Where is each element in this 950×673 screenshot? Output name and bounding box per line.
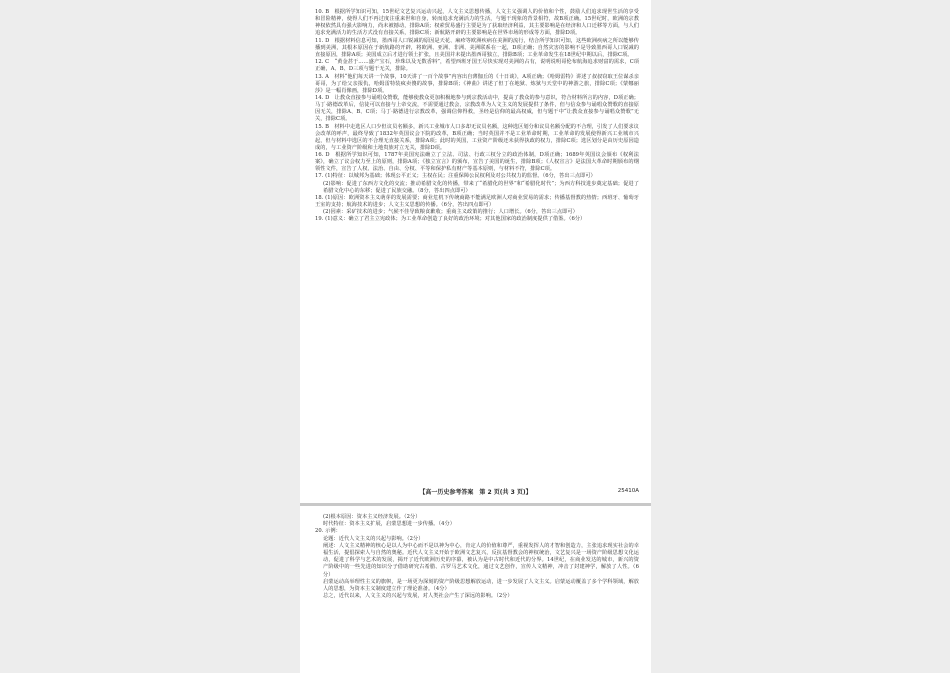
footer-title: 【高一历史参考答案 第 2 页(共 3 页)】: [419, 489, 532, 496]
answer-q18-part1: 18. (1)原因：欧洲资本主义萌芽的发展需要；商业危机下传统商路不能满足欧洲人对商业贸易的需求；传播基督教的热情；西班牙、葡萄牙王室的支持；航海技术的进步；人文主义思想的传播。（6分，答出四点即可）: [315, 194, 639, 208]
answer-q10: 10. B 根据所学知识可知，15世纪文艺复兴运动兴起，人文主义思想传播，人文主义强调人的价值和个性，鼓励人们追求现世生活的享受和冒险精神，使得人们不再过度注重来世和自身，转而追求充满活力的生活，与题干现象的背景相符，故B项正确。15世纪时，欧洲的宗教神权依然具有强大影响力，尚未被撼动，排除A项；权索贸易盛行主要是为了获取经济利益，其主要影响是在经济和人口迁移等方面，与人们追求充满活力的生活方式没有直接关系，排除C项；新航路开辟的主要影响是在世界市场的形成等方面，排除D项。: [315, 9, 639, 37]
viewer-background-left: [0, 0, 300, 673]
answer-q12: 12. C “黄金甚于……盛产宝石，珍珠以及无数香料”，希望西班牙国王尽快实现对美洲的占有，说明说明哥伦布航海追求财富的需求，C项正确，A、B、D三项与题干无关，排除。: [315, 59, 639, 73]
answer-q19-part2: (2)根本原因：资本主义经济发展。（2分）: [323, 514, 421, 520]
answer-q20-elaboration: 阐述：人文主义精神的核心是以人为中心而不是以神为中心，肯定人的价值和尊严，重视发挥人的才智和创造力，主张追求现实社会的幸福生活，提倡探索人与自然的奥秘。近代人文主义开始于欧洲文艺复兴，反抗基督教会的神权统治，文艺复兴是一场资产阶级思想文化运动，促进了科学与艺术的发展，揭开了近代欧洲历史的序幕，被认为是中古时代和近代的分界。14世纪，在商业发达的城市，新兴的资产阶级中的一些先进的知识分子借助研究古希腊、古罗马艺术文化，通过文艺创作，宣传人文精神，冲击了封建神学，解放了人性。（6分）: [323, 542, 639, 578]
answer-q15: 15. B 材料中走选区人口少但议员名额多，新兴工业城市人口多却无议员名额，这种选区划分和议员名额分配的不合理，引发了人们要求议会改革的呼声，最终导致了1832年英国议会下院的改革，B项正确；当时英国并不是工业革命时期，工业革命的发展使得新兴工业城市兴起，但与材料中选区的不合理无直接关系，排除A项；此时的英国，工业资产阶级还未获得执政的权力，排除C项；选区划分是由历史原因造成的，与工业资产阶级和土地贵族对立无关，排除D项。: [315, 123, 639, 151]
answer-page-2: [300, 0, 651, 503]
page-footer: [300, 484, 651, 498]
answer-q19-part2-feature: 时代特征：资本主义扩展，启蒙思想进一步传播。（4分）: [323, 521, 455, 528]
answer-q13: 13. A 材料“他们每天讲一个故事，10天讲了一百个故事”内容出自薄伽丘的《十日谈》，A项正确；《哈姆雷特》讲述了叔叔窃取王位谋杀亲哥哥，为了给父亲报仇，哈姆雷特装疯卖傻的故事，排除B项；《神曲》讲述了但丁在地狱、炼狱与天堂中的神游之旅，排除C项；《蒙娜丽莎》是一幅肖像画，排除D项。: [315, 73, 639, 94]
answer-q17-part2: (2)影响：促进了东西方文化的交流；推动希腊文化的传播，带来了“希腊化的世界”和“希腊化时代”；为西方科技进步奠定基础；促进了希腊文化中心的东移；促进了民族交融。（8分，答出四点即可）: [323, 180, 639, 194]
answer-q19-part1: 19. (1)意义：确立了君主立宪政体；为工业革命创造了良好的政治环境；对其他国家的政治制度提供了借鉴。（6分）: [315, 216, 586, 223]
answer-q20-enlightenment: 启蒙运动高举理性主义的旗帜，是一场更为深刻的资产阶级思想解放运动，进一步发展了人文主义。启蒙运动覆盖了多个学科领域，解放人的思想，为资本主义制度建立作了理论准备。（4分）: [323, 578, 639, 593]
answer-q20-thesis: 论题：近代人文主义的兴起与影响。（2分）: [323, 535, 424, 542]
answer-q17-part1: 17. (1)特征：以城邦为基础；体现公平正义；主权在民；注重保障公民权利及对公共权力的监督。（6分，答出三点即可）: [315, 173, 596, 180]
answer-q11: 11. D 根据材料信息可知，墨西哥人口锐减的原因是天花、麻疹等欧洲疾病在美洲的流行，结合所学知识可知，这些欧洲疾病之所以能够传播到美洲，其根本原因在于新航路的开辟，将欧洲、亚洲、非洲、美洲联系在一起，D项正确；自然灾害的影响不是导致墨西哥人口锐减的直接原因，排除A项；美国成立后才进行领土扩张，且美国并未提出墨西哥独立，排除B项；工业革命发生在18世纪中期以后，排除C项。: [315, 37, 639, 58]
answer-page-3: [300, 506, 651, 673]
answer-q18-part2: (2)因素：采矿技术的进步；气候不佳导致粮食歉收；重商主义政策的推行；人口增长。（6分，答出三点即可）: [323, 208, 578, 215]
answer-q20-conclusion: 总之，近代以来，人文主义的兴起与发展，对人类社会产生了深远的影响。（2分）: [323, 593, 513, 600]
answer-q14: 14. D 让教众直接参与诵唱众赞歌，能够使教众更加积极地参与到宗教活动中，提高了教众的参与意识，符合材料所言的内容，D项正确；马丁·路德改革后，信徒可以直接与上帝交流，不需要通过教会，宗教改革为人文主义的发展提供了条件，但与信众参与诵唱众赞歌的直接原因无关，排除A、B、C项；马丁·路德进行宗教改革，强调信仰得救，圣经是信仰的最高权威，但与题干中“让教众直接参与诵唱众赞歌”无关，排除C项。: [315, 95, 639, 123]
answer-q20-label: 20. 示例：: [315, 528, 341, 535]
answer-q16: 16. D 根据所学知识可知，1787年美国宪法确立了立法、司法、行政三权分立的政治体制，D项正确；1689年英国议会颁布《权利法案》，确立了议会权力至上的原则，排除A项；《独立宣言》的颁布，宣告了美国的诞生，排除B项；《人权宣言》是法国大革命时期颁布的纲领性文件，宣告了人权、法治、自由、分权、平等和保护私有财产等基本原则，与材料不符，排除C项。: [315, 152, 639, 173]
viewer-background-right: [651, 0, 950, 673]
footer-code: 25410A: [617, 487, 639, 494]
